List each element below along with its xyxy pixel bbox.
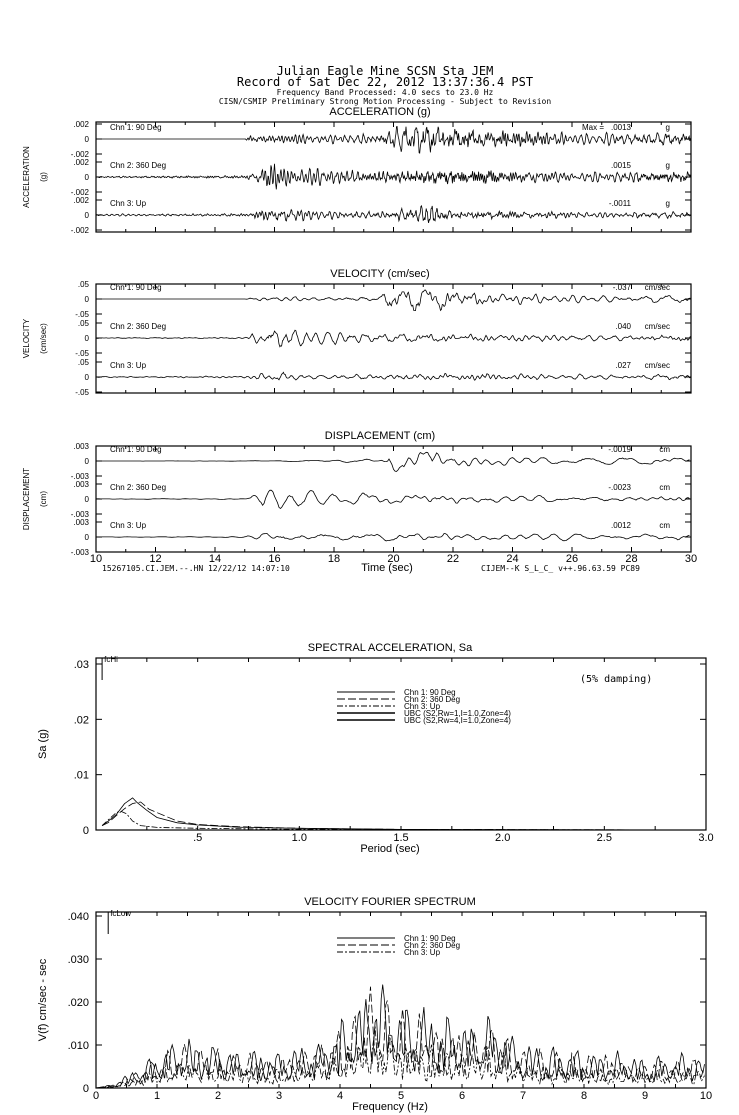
marker-label: fcLow xyxy=(110,909,132,918)
sa-series-line xyxy=(102,802,706,830)
x-tick-label: 0 xyxy=(92,1090,100,1102)
x-tick-label: 3 xyxy=(275,1090,283,1102)
x-tick-label: 20 xyxy=(387,553,400,565)
header-frequency-band: Frequency Band Processed: 4.0 secs to 23.0 Hz xyxy=(276,88,494,97)
x-tick-label: 4 xyxy=(336,1090,344,1102)
y-tick-label: .020 xyxy=(67,997,89,1009)
y-tick-label: .03 xyxy=(73,659,89,671)
time-axis-footer xyxy=(102,562,640,574)
x-tick-label: 10 xyxy=(699,1090,713,1102)
channel-trace xyxy=(75,358,691,397)
marker-label: fcHi xyxy=(104,655,118,664)
peak-value: -.0011 xyxy=(608,199,631,208)
y-tick-label: .05 xyxy=(77,358,89,367)
waveform-line xyxy=(96,164,691,190)
y-axis-label: VELOCITY xyxy=(22,318,31,359)
x-tick-label: 9 xyxy=(641,1090,649,1102)
channel-label: Chn 2: 360 Deg xyxy=(110,483,167,492)
y-tick-label: .002 xyxy=(73,120,89,129)
legend-label: Chn 1: 90 Deg xyxy=(404,688,456,697)
y-tick-label: -.003 xyxy=(70,472,89,481)
channel-label: Chn 2: 360 Deg xyxy=(110,322,167,331)
legend-label: Chn 2: 360 Deg xyxy=(404,695,461,704)
peak-value: .027 xyxy=(615,361,631,370)
peak-value: -.0023 xyxy=(608,483,631,492)
time-axis-label: Time (sec) xyxy=(361,562,413,574)
channel-label: Chn 1: 90 Deg xyxy=(110,283,162,292)
legend-label: Chn 3: Up xyxy=(404,948,441,957)
y-tick-label: 0 xyxy=(84,334,89,343)
legend-label: Chn 2: 360 Deg xyxy=(404,941,461,950)
channel-label: Chn 1: 90 Deg xyxy=(110,123,162,132)
panel-title: VELOCITY (cm/sec) xyxy=(330,268,430,280)
x-tick-label: 5 xyxy=(397,1090,405,1102)
x-tick-label: 2 xyxy=(214,1090,222,1102)
y-tick-label: .003 xyxy=(73,518,89,527)
x-tick-label: 16 xyxy=(268,553,281,565)
y-axis-label: ACCELERATION xyxy=(22,146,31,208)
y-tick-label: 0 xyxy=(84,457,89,466)
channel-trace xyxy=(71,158,691,197)
y-axis-label: Sa (g) xyxy=(37,729,49,759)
plot-frame xyxy=(96,912,706,1088)
x-tick-label: 18 xyxy=(327,553,341,565)
legend-label: UBC (S2,Rw=1,I=1.0,Zone=4) xyxy=(404,709,511,718)
channel-trace xyxy=(71,442,691,481)
sa-series-line xyxy=(102,811,706,830)
channel-trace xyxy=(71,480,691,519)
y-tick-label: 0 xyxy=(82,1083,89,1095)
channel-label: Chn 3: Up xyxy=(110,361,147,370)
legend-label: Chn 3: Up xyxy=(404,702,441,711)
y-tick-label: -.002 xyxy=(70,188,89,197)
x-tick-label: 1.0 xyxy=(291,832,307,844)
y-tick-label: 0 xyxy=(84,373,89,382)
y-tick-label: .010 xyxy=(67,1040,89,1052)
channel-label: Chn 3: Up xyxy=(110,199,147,208)
max-label: Max = xyxy=(582,123,605,132)
panel-displacement xyxy=(22,430,697,565)
x-tick-label: 2.5 xyxy=(596,832,612,844)
waveform-line xyxy=(96,290,690,311)
x-tick-label: .5 xyxy=(193,832,203,844)
x-tick-label: 6 xyxy=(458,1090,466,1102)
y-tick-label: -.003 xyxy=(70,510,89,519)
x-tick-label: 22 xyxy=(446,553,460,565)
y-tick-label: -.002 xyxy=(70,226,89,235)
processing-version: CIJEM--K S_L_C_ v++.96.63.59 PC89 xyxy=(481,564,640,573)
x-axis-label: Frequency (Hz) xyxy=(352,1101,428,1113)
x-tick-label: 2.0 xyxy=(495,832,511,844)
y-tick-label: .002 xyxy=(73,158,89,167)
channel-label: Chn 1: 90 Deg xyxy=(110,445,162,454)
channel-trace xyxy=(75,280,691,319)
x-tick-label: 14 xyxy=(208,553,222,565)
y-tick-label: .040 xyxy=(67,911,89,923)
y-tick-label: .01 xyxy=(73,769,89,782)
peak-value: .040 xyxy=(615,322,631,331)
y-tick-label: -.003 xyxy=(70,548,89,557)
header-station: Julian Eagle Mine SCSN Sta JEM xyxy=(276,64,494,78)
x-tick-label: 7 xyxy=(519,1090,527,1102)
channel-label: Chn 3: Up xyxy=(110,521,147,530)
y-tick-label: .05 xyxy=(77,280,89,289)
y-tick-label: 0 xyxy=(84,533,89,542)
peak-unit: g xyxy=(665,123,670,132)
y-axis-unit: (cm/sec) xyxy=(39,323,48,354)
y-tick-label: 0 xyxy=(84,495,89,504)
y-tick-label: 0 xyxy=(84,135,89,144)
damping-note: (5% damping) xyxy=(580,674,653,685)
plot-title: VELOCITY FOURIER SPECTRUM xyxy=(304,896,476,908)
y-axis-unit: (cm) xyxy=(39,491,48,507)
time-series-panels xyxy=(22,106,697,565)
x-tick-label: 1.5 xyxy=(393,832,409,844)
y-tick-label: .003 xyxy=(73,480,89,489)
y-tick-label: .02 xyxy=(73,714,89,727)
plot-title: SPECTRAL ACCELERATION, Sa xyxy=(307,642,473,654)
panel-title: DISPLACEMENT (cm) xyxy=(324,430,436,442)
panel-velocity xyxy=(22,268,691,397)
channel-label: Chn 2: 360 Deg xyxy=(110,161,167,170)
y-tick-label: -.002 xyxy=(70,150,89,159)
y-axis-label: V(f) cm/sec - sec xyxy=(37,958,49,1042)
x-tick-label: 12 xyxy=(149,553,162,565)
y-tick-label: -.05 xyxy=(75,310,89,319)
legend-label: Chn 1: 90 Deg xyxy=(404,934,456,943)
waveform-line xyxy=(96,206,691,223)
channel-trace xyxy=(75,319,691,358)
peak-value: -.037 xyxy=(612,283,631,292)
peak-value: .0013 xyxy=(610,123,631,132)
x-tick-label: 28 xyxy=(625,553,638,565)
record-id: 15267105.CI.JEM.--.HN 12/22/12 14:07:10 xyxy=(102,564,290,573)
y-tick-label: 0 xyxy=(84,295,89,304)
waveform-line xyxy=(96,372,690,380)
sa-series-line xyxy=(102,798,706,830)
y-tick-label: 0 xyxy=(84,211,89,220)
x-tick-label: 3.0 xyxy=(698,832,714,844)
fourier-spectrum-plot xyxy=(37,896,712,1113)
waveform-line xyxy=(96,533,690,541)
x-tick-label: 10 xyxy=(89,553,103,565)
y-tick-label: 0 xyxy=(82,825,89,837)
header-record-date: Record of Sat Dec 22, 2012 13:37:36.4 PST xyxy=(236,75,534,89)
peak-value: .0012 xyxy=(610,521,631,530)
channel-trace xyxy=(71,196,691,235)
peak-unit: cm/sec xyxy=(644,361,670,370)
header xyxy=(219,64,552,106)
x-axis-label: Period (sec) xyxy=(360,843,420,855)
waveform-line xyxy=(96,490,690,508)
peak-unit: g xyxy=(665,199,670,208)
peak-unit: cm xyxy=(659,445,670,454)
waveform-line xyxy=(96,330,690,347)
y-tick-label: -.05 xyxy=(75,349,89,358)
channel-trace xyxy=(71,120,691,159)
peak-unit: cm/sec xyxy=(644,322,670,331)
x-tick-label: 8 xyxy=(580,1090,588,1102)
peak-unit: cm/sec xyxy=(644,283,670,292)
x-tick-label: 30 xyxy=(684,553,698,565)
y-tick-label: 0 xyxy=(84,173,89,182)
x-tick-label: 26 xyxy=(565,553,579,565)
y-tick-label: .002 xyxy=(73,196,89,205)
peak-unit: cm xyxy=(659,483,670,492)
waveform-line xyxy=(96,452,690,471)
y-axis-label: DISPLACEMENT xyxy=(22,467,31,531)
channel-trace xyxy=(71,518,691,557)
x-tick-label: 1 xyxy=(153,1090,161,1102)
y-axis-unit: (g) xyxy=(39,172,48,182)
peak-unit: cm xyxy=(659,521,670,530)
panel-acceleration xyxy=(22,106,691,235)
peak-value: -.0019 xyxy=(608,445,631,454)
y-tick-label: .030 xyxy=(67,954,89,966)
y-tick-label: .05 xyxy=(77,319,89,328)
peak-unit: g xyxy=(665,161,670,170)
panel-title: ACCELERATION (g) xyxy=(329,106,431,118)
y-tick-label: -.05 xyxy=(75,388,89,397)
header-processing-note: CISN/CSMIP Preliminary Strong Motion Processing - Subject to Revision xyxy=(218,97,552,106)
legend-label: UBC (S2,Rw=4,I=1.0,Zone=4) xyxy=(404,716,511,725)
y-tick-label: .003 xyxy=(73,442,89,451)
spectral-acceleration-plot xyxy=(37,642,714,855)
x-tick-label: 24 xyxy=(506,553,519,565)
peak-value: .0015 xyxy=(610,161,631,170)
